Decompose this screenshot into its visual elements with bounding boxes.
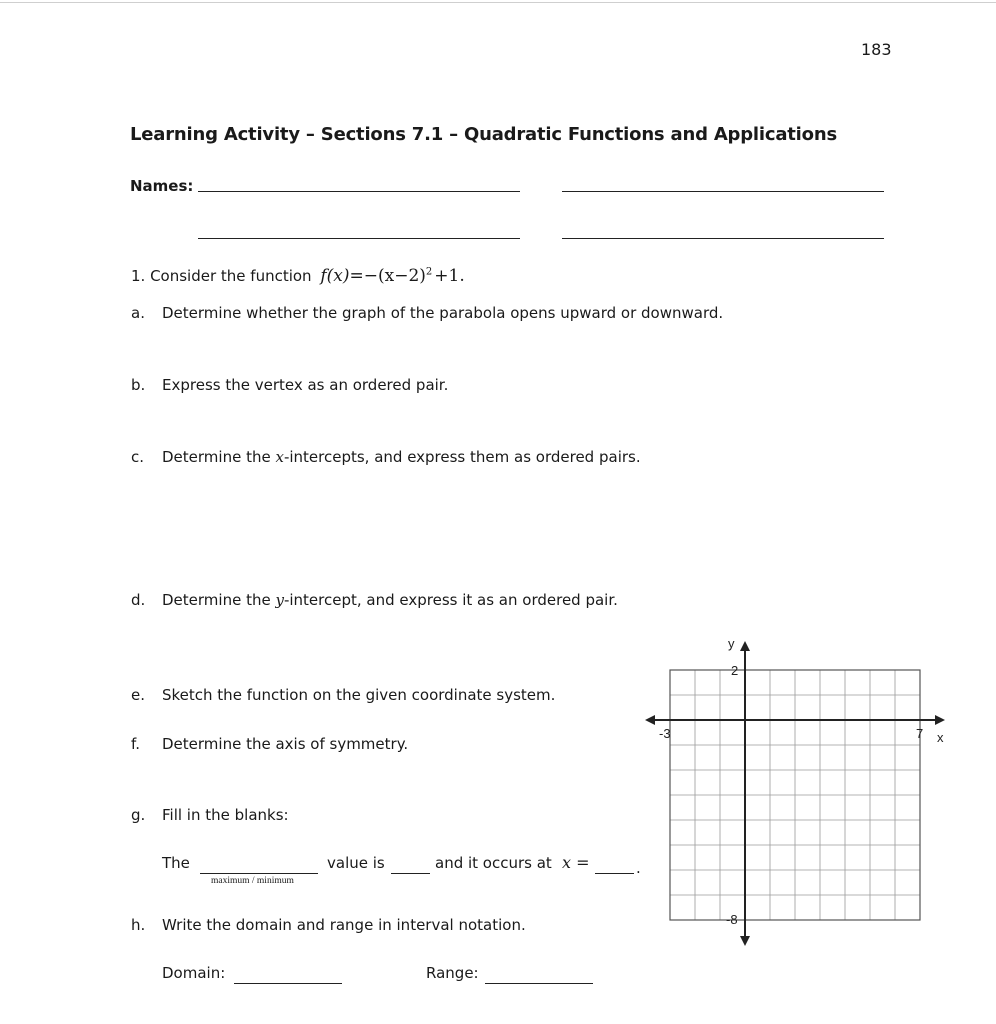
part-c-pre: Determine the bbox=[162, 448, 276, 466]
coordinate-grid[interactable] bbox=[640, 630, 970, 955]
name-blank-2[interactable] bbox=[562, 191, 884, 192]
part-g-letter: g. bbox=[131, 806, 146, 824]
fill-the-label: The bbox=[162, 854, 190, 872]
y-axis-down-arrow-icon bbox=[740, 936, 750, 946]
part-h-letter: h. bbox=[131, 916, 146, 934]
part-d-pre: Determine the bbox=[162, 591, 276, 609]
part-b-letter: b. bbox=[131, 376, 146, 394]
part-c-post: -intercepts, and express them as ordered pairs. bbox=[283, 448, 641, 466]
page-number: 183 bbox=[861, 40, 892, 59]
part-f-letter: f. bbox=[131, 735, 140, 753]
value-blank[interactable] bbox=[391, 873, 430, 874]
function-expression bbox=[320, 266, 464, 286]
max-min-caption: maximum / minimum bbox=[211, 876, 294, 886]
name-blank-1[interactable] bbox=[198, 191, 520, 192]
name-blank-3[interactable] bbox=[198, 238, 520, 239]
g-period: . bbox=[636, 859, 641, 877]
y-axis-up-arrow-icon bbox=[740, 641, 750, 651]
range-label: Range: bbox=[426, 964, 479, 982]
part-g-text: Fill in the blanks: bbox=[162, 806, 289, 824]
part-d-text bbox=[162, 591, 618, 609]
x-equals-label: x = bbox=[562, 853, 590, 872]
function-exponent: 2 bbox=[425, 266, 433, 278]
x-variable: x bbox=[275, 448, 284, 466]
y-variable: y bbox=[275, 591, 284, 609]
part-h-text: Write the domain and range in interval notation. bbox=[162, 916, 526, 934]
x-max-label: 7 bbox=[916, 726, 924, 741]
grid-lines bbox=[670, 670, 920, 920]
function-end: . bbox=[459, 266, 465, 286]
function-lhs: f(x) bbox=[320, 266, 350, 286]
part-d-letter: d. bbox=[131, 591, 146, 609]
x-axis-right-arrow-icon bbox=[935, 715, 945, 725]
part-d-post: -intercept, and express it as an ordered pair. bbox=[283, 591, 618, 609]
part-f-text: Determine the axis of symmetry. bbox=[162, 735, 409, 753]
x-axis-label: x bbox=[937, 730, 944, 745]
function-rhs-b: +1 bbox=[434, 266, 460, 286]
y-max-label: 2 bbox=[731, 663, 739, 678]
scan-top-edge bbox=[0, 2, 996, 3]
part-c-letter: c. bbox=[131, 448, 145, 466]
range-blank[interactable] bbox=[485, 983, 593, 984]
part-a-letter: a. bbox=[131, 304, 145, 322]
x-axis-left-arrow-icon bbox=[645, 715, 655, 725]
question-1-intro bbox=[131, 266, 465, 286]
names-label: Names: bbox=[130, 177, 194, 195]
domain-label: Domain: bbox=[162, 964, 226, 982]
part-c-text bbox=[162, 448, 641, 466]
part-a-text: Determine whether the graph of the parabola opens upward or downward. bbox=[162, 304, 724, 322]
occurs-at-label: and it occurs at bbox=[435, 854, 552, 872]
worksheet-title: Learning Activity – Sections 7.1 – Quadratic Functions and Applications bbox=[130, 124, 837, 145]
function-rhs-a: =−(x−2) bbox=[349, 266, 426, 286]
part-e-text: Sketch the function on the given coordinate system. bbox=[162, 686, 556, 704]
x-min-label: -3 bbox=[659, 726, 671, 741]
max-min-blank[interactable] bbox=[200, 873, 318, 874]
name-blank-4[interactable] bbox=[562, 238, 884, 239]
x-value-blank[interactable] bbox=[595, 873, 634, 874]
value-is-label: value is bbox=[327, 854, 385, 872]
part-b-text: Express the vertex as an ordered pair. bbox=[162, 376, 449, 394]
domain-blank[interactable] bbox=[234, 983, 342, 984]
y-axis-label: y bbox=[728, 636, 735, 651]
part-e-letter: e. bbox=[131, 686, 145, 704]
question-1-text: 1. Consider the function bbox=[131, 267, 312, 285]
y-min-label: -8 bbox=[726, 912, 738, 927]
